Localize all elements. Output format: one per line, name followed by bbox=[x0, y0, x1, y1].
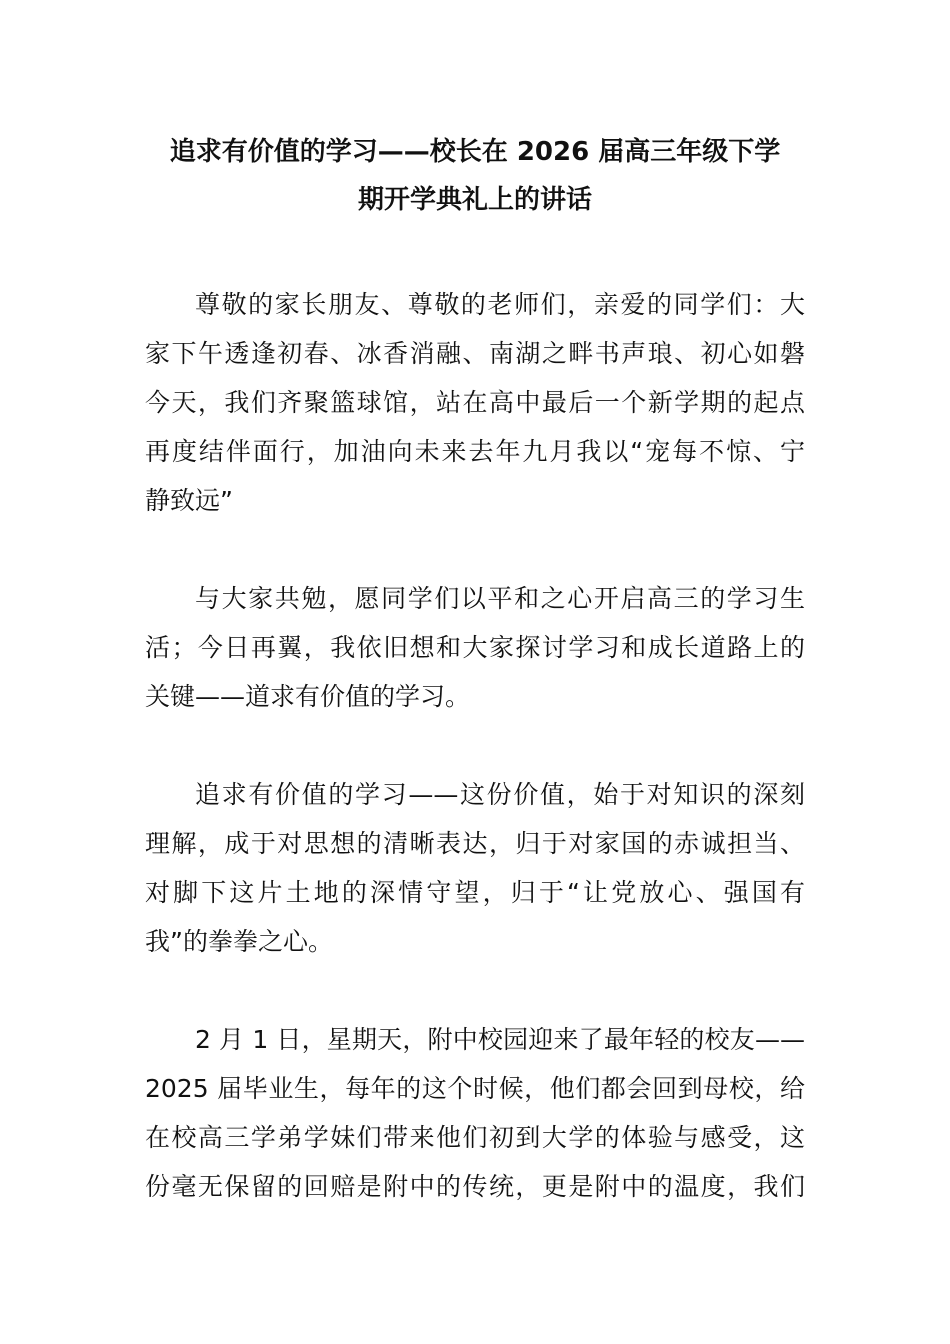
text-line: 关键——道求有价值的学习。 bbox=[145, 682, 471, 711]
text-line: 尊敬的家长朋友、尊敬的老师们，亲爱的同学们：大 bbox=[195, 290, 805, 319]
paragraph-alumni bbox=[145, 1015, 805, 1211]
text-line: 2 月 1 日，星期天，附中校园迎来了最年轻的校友—— bbox=[195, 1025, 805, 1054]
text-line: 追求有价值的学习——这份价值，始于对知识的深刻 bbox=[195, 780, 805, 809]
title-line: 期开学典礼上的讲话 bbox=[357, 185, 592, 215]
title-line: 追求有价值的学习——校长在 2026 届高三年级下学 bbox=[169, 137, 781, 167]
text-line: 理解，成于对思想的清晰表达，归于对家国的赤诚担当、 bbox=[145, 829, 805, 858]
paragraph-value bbox=[145, 770, 805, 966]
text-line: 今天，我们齐聚篮球馆，站在高中最后一个新学期的起点 bbox=[145, 388, 805, 417]
text-line: 再度结伴面行，加油向未来去年九月我以“宠每不惊、宁 bbox=[145, 437, 805, 466]
text-line: 静致远” bbox=[145, 486, 233, 515]
text-line: 对脚下这片土地的深情守望，归于“让党放心、强国有 bbox=[145, 878, 805, 907]
text-line: 份毫无保留的回赔是附中的传统，更是附中的温度，我们 bbox=[145, 1172, 805, 1201]
text-line: 与大家共勉，愿同学们以平和之心开启高三的学习生 bbox=[195, 584, 805, 613]
document-body bbox=[145, 280, 805, 1211]
text-line: 2025 届毕业生，每年的这个时候，他们都会回到母校，给 bbox=[145, 1074, 805, 1103]
document-title bbox=[145, 128, 805, 224]
text-line: 在校高三学弟学妹们带来他们初到大学的体验与感受，这 bbox=[145, 1123, 805, 1152]
text-line: 家下午透逢初春、冰香消融、南湖之畔书声琅、初心如磐 bbox=[145, 339, 805, 368]
text-line: 我”的拳拳之心。 bbox=[145, 927, 333, 956]
paragraph-greeting bbox=[145, 280, 805, 525]
document-content bbox=[145, 128, 805, 1211]
text-line: 活；今日再翼，我依旧想和大家探讨学习和成长道路上的 bbox=[145, 633, 805, 662]
paragraph-encouragement bbox=[145, 574, 805, 721]
